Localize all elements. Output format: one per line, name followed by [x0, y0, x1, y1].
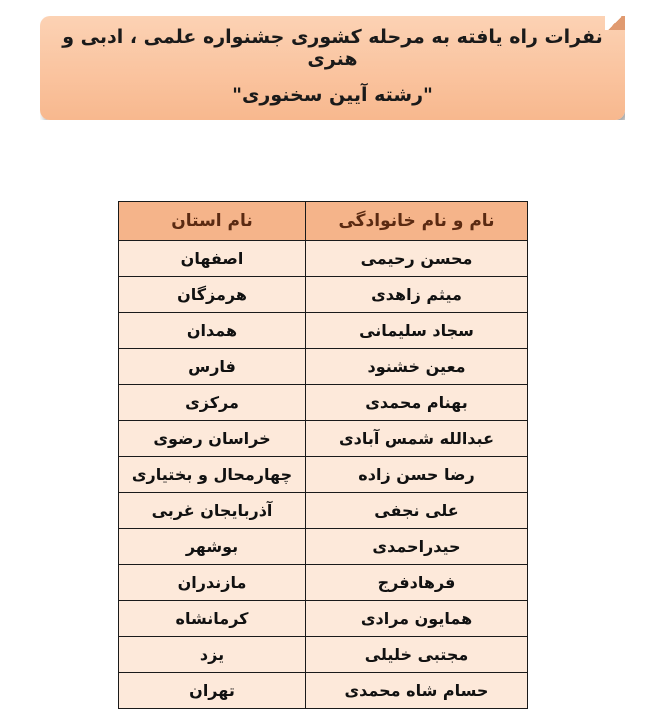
cell-name: علی نجفی	[306, 493, 528, 529]
cell-name: رضا حسن زاده	[306, 457, 528, 493]
table-row	[119, 673, 528, 709]
header-province: نام استان	[119, 202, 306, 241]
table-row	[119, 421, 528, 457]
table-row	[119, 637, 528, 673]
cell-name: سجاد سلیمانی	[306, 313, 528, 349]
cell-province: همدان	[119, 313, 306, 349]
cell-province: آذربایجان غربی	[119, 493, 306, 529]
cell-province: مازندران	[119, 565, 306, 601]
cell-province: مرکزی	[119, 385, 306, 421]
table-header-row	[119, 202, 528, 241]
cell-province: فارس	[119, 349, 306, 385]
cell-name: عبدالله شمس آبادی	[306, 421, 528, 457]
cell-name: حیدراحمدی	[306, 529, 528, 565]
table-row	[119, 385, 528, 421]
cell-name: حسام شاه محمدی	[306, 673, 528, 709]
cell-province: چهارمحال و بختیاری	[119, 457, 306, 493]
cell-name: مجتبی خلیلی	[306, 637, 528, 673]
cell-province: یزد	[119, 637, 306, 673]
table-row	[119, 529, 528, 565]
cell-name: محسن رحیمی	[306, 241, 528, 277]
table-row	[119, 601, 528, 637]
table-row	[119, 349, 528, 385]
cell-province: بوشهر	[119, 529, 306, 565]
cell-province: هرمزگان	[119, 277, 306, 313]
cell-name: فرهادفرج	[306, 565, 528, 601]
cell-province: تهران	[119, 673, 306, 709]
table-row	[119, 457, 528, 493]
cell-name: بهنام محمدی	[306, 385, 528, 421]
table-row	[119, 565, 528, 601]
cell-name: میثم زاهدی	[306, 277, 528, 313]
participants-table-wrapper	[118, 201, 527, 709]
table-row	[119, 241, 528, 277]
cell-province: اصفهان	[119, 241, 306, 277]
cell-name: معین خشنود	[306, 349, 528, 385]
banner-title-line-1: نفرات راه یافته به مرحله کشوری جشنواره علمی ، ادبی و هنری	[62, 26, 603, 70]
cell-province: خراسان رضوی	[119, 421, 306, 457]
cell-province: کرمانشاه	[119, 601, 306, 637]
banner-title-line-2: "رشته آیین سخنوری"	[232, 84, 433, 106]
table-row	[119, 493, 528, 529]
cell-name: همایون مرادی	[306, 601, 528, 637]
table-row	[119, 277, 528, 313]
participants-table	[118, 201, 528, 709]
table-row	[119, 313, 528, 349]
header-name: نام و نام خانوادگی	[306, 202, 528, 241]
